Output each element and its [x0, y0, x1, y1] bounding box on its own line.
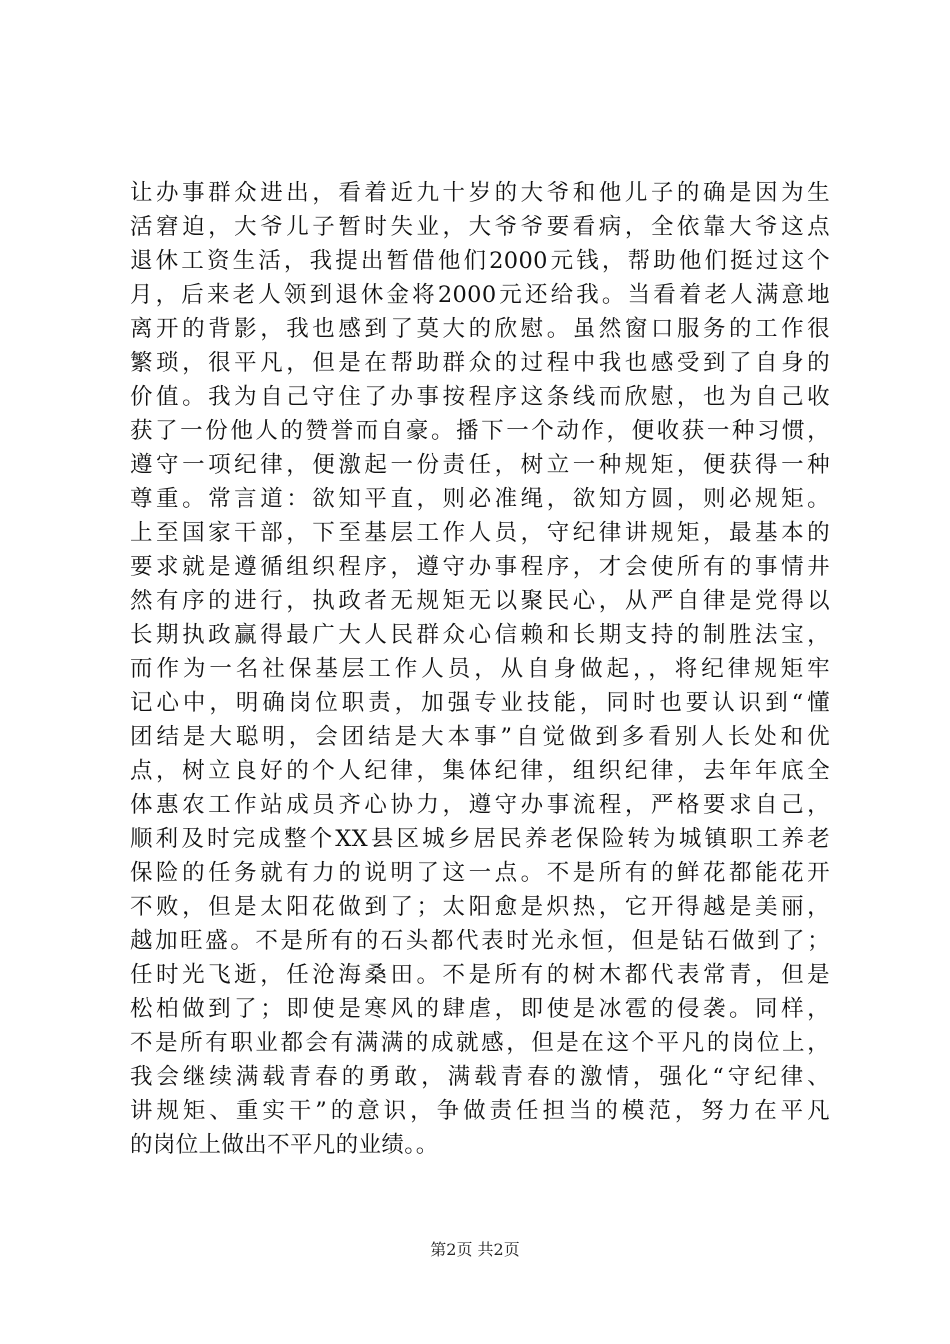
- text-line: 我会继续满载青春的勇敢，满载青春的激情，强化“守纪律、: [130, 1064, 830, 1090]
- text-line: 遵守一项纪律，便激起一份责任，树立一种规矩，便获得一种: [130, 452, 830, 478]
- text-line: 上至国家干部，下至基层工作人员，守纪律讲规矩，最基本的: [130, 520, 830, 546]
- text-line: 不败，但是太阳花做到了；太阳愈是炽热，它开得越是美丽，: [130, 894, 830, 920]
- text-line: 要求就是遵循组织程序，遵守办事程序，才会使所有的事情井: [130, 554, 830, 580]
- text-line: 顺利及时完成整个XX县区城乡居民养老保险转为城镇职工养老: [130, 826, 830, 852]
- text-line: 记心中，明确岗位职责，加强专业技能，同时也要认识到“懂: [130, 690, 830, 716]
- text-line: 讲规矩、重实干”的意识，争做责任担当的模范，努力在平凡: [130, 1098, 830, 1124]
- text-line: 月，后来老人领到退休金将2000元还给我。当看着老人满意地: [130, 282, 830, 308]
- text-line: 尊重。常言道：欲知平直，则必准绳，欲知方圆，则必规矩。: [130, 486, 830, 512]
- text-line: 价值。我为自己守住了办事按程序这条线而欣慰，也为自己收: [130, 384, 830, 410]
- text-line: 团结是大聪明，会团结是大本事”自觉做到多看别人长处和优: [130, 724, 830, 750]
- text-line-last: 的岗位上做出不平凡的业绩。。: [130, 1132, 439, 1158]
- text-line: 退休工资生活，我提出暂借他们2000元钱，帮助他们挺过这个: [130, 248, 830, 274]
- text-line: 繁琐，很平凡，但是在帮助群众的过程中我也感受到了自身的: [130, 350, 830, 376]
- page-footer: [0, 1238, 950, 1262]
- page-number-label: 第2页 共2页: [430, 1240, 520, 1259]
- text-line: 任时光飞逝，任沧海桑田。不是所有的树木都代表常青，但是: [130, 962, 830, 988]
- text-line: 然有序的进行，执政者无规矩无以聚民心，从严自律是党得以: [130, 588, 830, 614]
- text-line: 离开的背影，我也感到了莫大的欣慰。虽然窗口服务的工作很: [130, 316, 830, 342]
- text-line: 松柏做到了；即使是寒风的肆虐，即使是冰雹的侵袭。同样，: [130, 996, 830, 1022]
- text-line: 活窘迫，大爷儿子暂时失业，大爷爷要看病，全依靠大爷这点: [130, 214, 830, 240]
- text-line: 越加旺盛。不是所有的石头都代表时光永恒，但是钻石做到了；: [130, 928, 830, 954]
- text-line: 点，树立良好的个人纪律，集体纪律，组织纪律，去年年底全: [130, 758, 830, 784]
- text-line: 不是所有职业都会有满满的成就感，但是在这个平凡的岗位上，: [130, 1030, 830, 1056]
- body-text: [130, 176, 830, 1162]
- text-line: 获了一份他人的赞誉而自豪。播下一个动作，便收获一种习惯，: [130, 418, 830, 444]
- text-line: 长期执政赢得最广大人民群众心信赖和长期支持的制胜法宝，: [130, 622, 830, 648]
- text-line: 让办事群众进出，看着近九十岁的大爷和他儿子的确是因为生: [130, 180, 830, 206]
- text-line: 体惠农工作站成员齐心协力，遵守办事流程，严格要求自己，: [130, 792, 830, 818]
- text-line: 而作为一名社保基层工作人员，从自身做起，，将纪律规矩牢: [130, 656, 830, 682]
- text-line: 保险的任务就有力的说明了这一点。不是所有的鲜花都能花开: [130, 860, 830, 886]
